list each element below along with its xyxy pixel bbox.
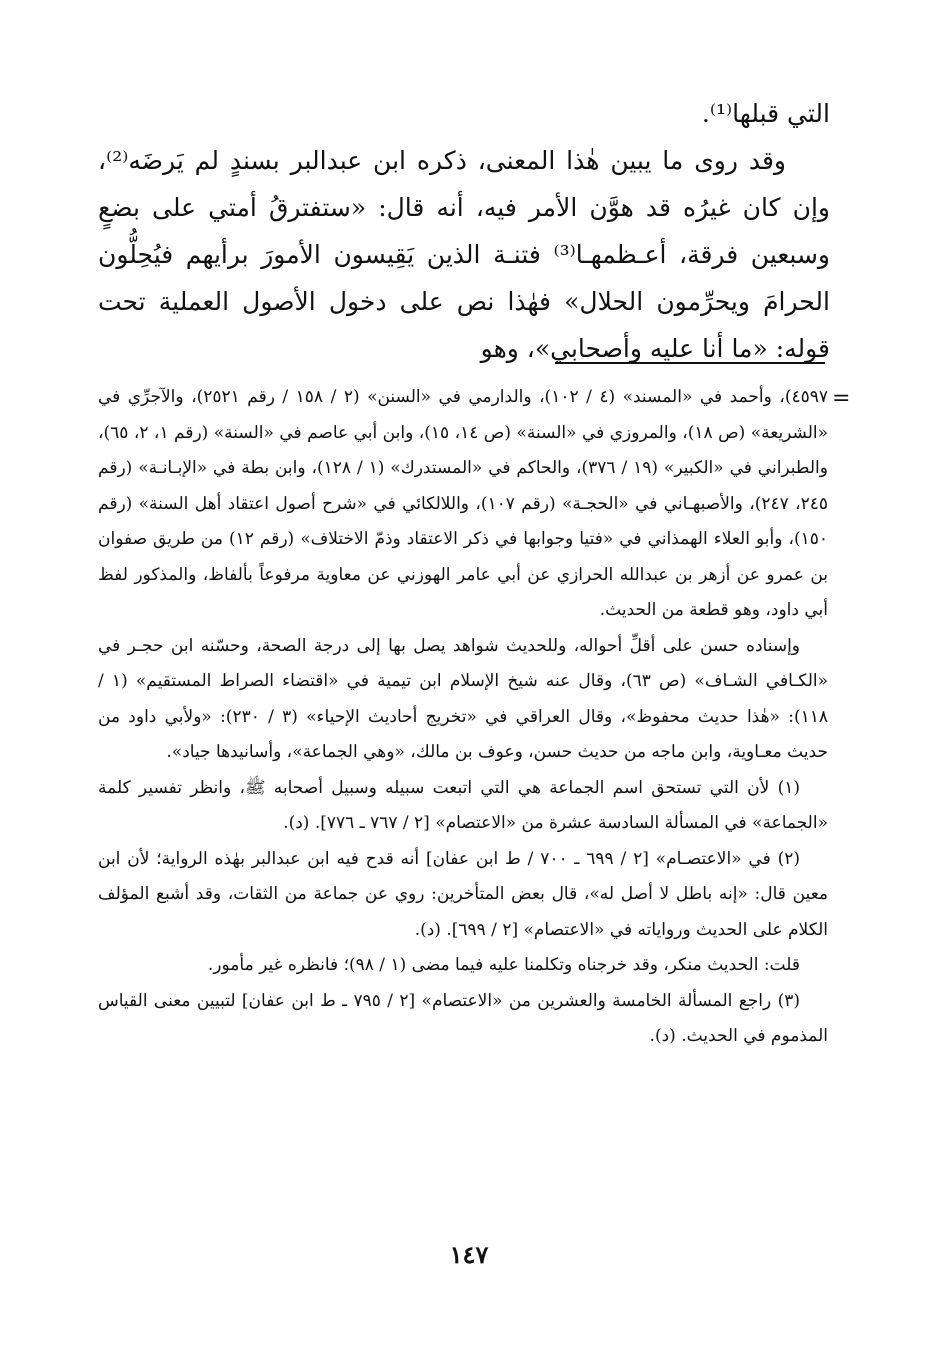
footnote-continuation-2: وإسناده حسن على أقلِّ أحواله، وللحديث شواهد يصل بها إلى درجة الصحة، وحسّنه ابن حجـر في «الكـافي الشـاف» (ص ٦٣)، وقال عنه شيخ الإسلام ابن تيمية في «اقتضاء الصراط المستقيم» (١ / ١١٨): «هٰذا حديث محفوظ»، وقال العراقي في «تخريج أحاديث الإحياء» (٣ / ٢٣٠): «ولأبي داود من حديث معـاوية، وابن ماجه من حديث حسن، وعوف بن مالك، «وهي الجماعة»، وأسانيدها جياد». [98, 635, 829, 762]
footnote-1: (١) لأن التي تستحق اسم الجماعة هي التي اتبعت سبيله وسبيل أصحابه ﷺ، وانظر تفسير كلمة «الجماعة» في المسألة السادسة عشرة من «الاعتصام» [٢ / ٧٦٧ ـ ٧٧٦]. (د). [98, 777, 828, 833]
footnote-3: (٣) راجع المسألة الخامسة والعشرين من «الاعتصام» [٢ / ٧٩٥ ـ ط ابن عفان] لتبيين معنى القياس المذموم في الحديث. (د). [98, 990, 828, 1046]
footnote-2: (٢) في «الاعتصـام» [٢ / ٦٩٩ ـ ٧٠٠ / ط ابن عفان] أنه قدح فيه ابن عبدالبر بهٰذه الرواية؛ لأن ابن معين قال: «إنه باطل لا أصل له»، قال بعض المتأخرين: روي عن جماعة من الثقات، وقد أشبع المؤلف الكلام على الحديث ورواياته في «الاعتصام» [٢ / ٦٩٩]. (د). [98, 848, 828, 940]
paragraph-2: وقد روى ما يبين هٰذا المعنى، ذكره ابن عبدالبر بسندٍ لم يَرضَه⁽²⁾، وإن كان غيرُه قد هوَّن الأمر فيه، أنه قال: «ستفترقُ أمتي على بضعٍ وسبعين فرقة، أعـظمهـا⁽³⁾ فتنـة الذين يَقِيسون الأمورَ برأيهم فيُحِلُّون الحرامَ ويحرِّمون الحلال» فهٰذا نص على دخول الأصول العملية تحت قوله: «ما أنا عليه وأصحابي»، وهو [98, 146, 830, 363]
footnote-continuation: ٤٥٩٧)، وأحمد في «المسند» (٤ / ١٠٢)، والدارمي في «السنن» (٢ / ١٥٨ / رقم ٢٥٢١)، والآجرِّي في «الشريعة» (ص ١٨)، والمروزي في «السنة» (ص ١٤، ١٥)، وابن أبي عاصم في «السنة» (رقم ١، ٢، ٦٥)، والطبراني في «الكبير» (١٩ / ٣٧٦)، والحاكم في «المستدرك» (١ / ١٢٨)، وابن بطة في «الإبـانـة» (رقم ٢٤٥، ٢٤٧)، والأصبهـاني في «الحجـة» (رقم ١٠٧)، واللالكائي في «شرح أصول اعتقاد أهل السنة» (رقم ١٥٠)، وأبو العلاء الهمذاني في «فتيا وجوابها في ذكر الاعتقاد وذمّ الاختلاف» (رقم ١٢) من طريق صفوان بن عمرو عن أزهر بن عبدالله الحرازي عن أبي عامر الهوزني عن معاوية مرفوعاً بألفاظ، والمذكور لفظ أبي داود، وهو قطعة من الحديث. [98, 387, 829, 620]
footnotes [98, 380, 828, 1055]
page-number: ١٤٧ [449, 1240, 489, 1269]
main-text [98, 90, 830, 372]
footnote-2-note: قلت: الحديث منكر، وقد خرجناه وتكلمنا عليه فيما مضى (١ / ٩٨)؛ فانظره غير مأمور. [207, 955, 800, 975]
footnote-continuation-mark: = [832, 386, 851, 411]
paragraph-1: التي قبلها⁽¹⁾. [701, 99, 830, 128]
footnote-separator [555, 362, 825, 364]
